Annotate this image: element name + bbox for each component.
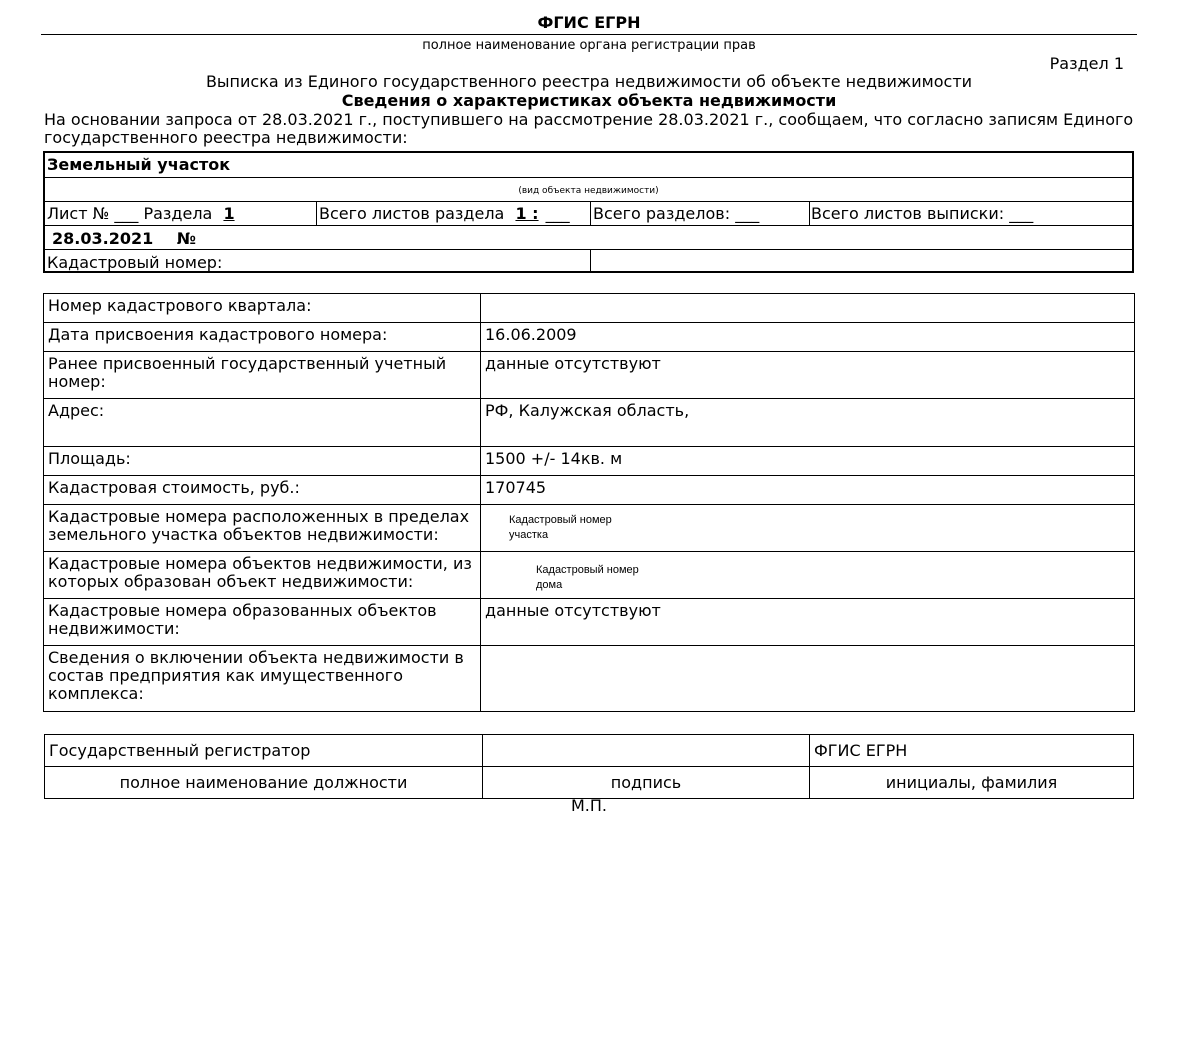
row-label: Адрес: bbox=[44, 399, 481, 447]
stamp-place: М.П. bbox=[570, 796, 607, 815]
section-label: Раздел 1 bbox=[1049, 54, 1124, 73]
divider bbox=[878, 271, 1132, 273]
document-title: Выписка из Единого государственного реестра недвижимости об объекте недвижимости bbox=[205, 72, 973, 91]
handwritten-note: Кадастровый номер дома bbox=[536, 564, 639, 591]
table-row bbox=[44, 646, 1135, 712]
row-label: Номер кадастрового квартала: bbox=[44, 294, 481, 323]
row-label: Кадастровые номера объектов недвижимости, из которых образован объект недвижимости: bbox=[44, 552, 481, 599]
total-sections: Всего разделов: ___ bbox=[593, 204, 760, 223]
table-row bbox=[44, 447, 1135, 476]
signature-field bbox=[483, 735, 810, 767]
row-label: Кадастровая стоимость, руб.: bbox=[44, 476, 481, 505]
table-row bbox=[44, 505, 1135, 552]
row-value bbox=[481, 552, 1135, 599]
signature-caption: подпись bbox=[483, 767, 810, 799]
registrar-name: ФГИС ЕГРН bbox=[810, 735, 1134, 767]
row-label: Ранее присвоенный государственный учетный номер: bbox=[44, 352, 481, 399]
extract-date: 28.03.2021 № bbox=[52, 229, 197, 248]
org-caption: полное наименование органа регистрации прав bbox=[422, 38, 756, 53]
object-type-caption: (вид объекта недвижимости) bbox=[518, 186, 659, 196]
divider bbox=[45, 249, 1132, 250]
row-value: 16.06.2009 bbox=[481, 323, 1135, 352]
table-row bbox=[44, 323, 1135, 352]
row-value: РФ, Калужская область, bbox=[481, 399, 1135, 447]
table-row bbox=[44, 294, 1135, 323]
row-value bbox=[481, 646, 1135, 712]
total-sheets-section: Всего листов раздела 1 : ___ bbox=[319, 204, 570, 223]
org-name: ФГИС ЕГРН bbox=[537, 13, 641, 32]
table-row bbox=[44, 552, 1135, 599]
registrar-position: Государственный регистратор bbox=[45, 735, 483, 767]
divider bbox=[590, 249, 591, 273]
row-label: Кадастровые номера расположенных в пределах земельного участка объектов недвижимости: bbox=[44, 505, 481, 552]
row-value bbox=[481, 505, 1135, 552]
document-subtitle: Сведения о характеристиках объекта недвижимости bbox=[341, 91, 837, 110]
row-label: Сведения о включении объекта недвижимости в состав предприятия как имущественного комплекса: bbox=[44, 646, 481, 712]
total-extract-sheets: Всего листов выписки: ___ bbox=[811, 204, 1034, 223]
position-caption: полное наименование должности bbox=[45, 767, 483, 799]
cadastral-number-label: Кадастровый номер: bbox=[47, 253, 223, 272]
row-value bbox=[481, 294, 1135, 323]
divider bbox=[45, 201, 1132, 202]
object-type: Земельный участок bbox=[47, 155, 231, 174]
divider bbox=[809, 201, 810, 225]
divider bbox=[45, 177, 1132, 178]
row-label: Кадастровые номера образованных объектов недвижимости: bbox=[44, 599, 481, 646]
row-value: 170745 bbox=[481, 476, 1135, 505]
table-row bbox=[44, 352, 1135, 399]
sheet-number: Лист № ___ Раздела 1 bbox=[47, 204, 235, 223]
divider bbox=[316, 201, 317, 225]
signature-caption-row bbox=[45, 767, 1134, 799]
row-value: 1500 +/- 14кв. м bbox=[481, 447, 1135, 476]
table-row bbox=[44, 476, 1135, 505]
row-value: данные отсутствуют bbox=[481, 352, 1135, 399]
divider bbox=[590, 201, 591, 225]
row-label: Дата присвоения кадастрового номера: bbox=[44, 323, 481, 352]
divider bbox=[45, 225, 1132, 226]
object-header-box bbox=[43, 151, 1134, 273]
intro-text: На основании запроса от 28.03.2021 г., поступившего на рассмотрение 28.03.2021 г., сообщаем, что согласно записям Единого государственного реестра недвижимости: bbox=[44, 110, 1134, 147]
signature-row bbox=[45, 735, 1134, 767]
org-underline bbox=[41, 34, 1137, 35]
characteristics-table bbox=[43, 293, 1135, 712]
row-label: Площадь: bbox=[44, 447, 481, 476]
name-caption: инициалы, фамилия bbox=[810, 767, 1134, 799]
table-row bbox=[44, 599, 1135, 646]
table-row bbox=[44, 399, 1135, 447]
divider bbox=[45, 271, 590, 273]
handwritten-note: Кадастровый номер участка bbox=[509, 514, 612, 541]
signature-table bbox=[44, 734, 1134, 799]
row-value: данные отсутствуют bbox=[481, 599, 1135, 646]
